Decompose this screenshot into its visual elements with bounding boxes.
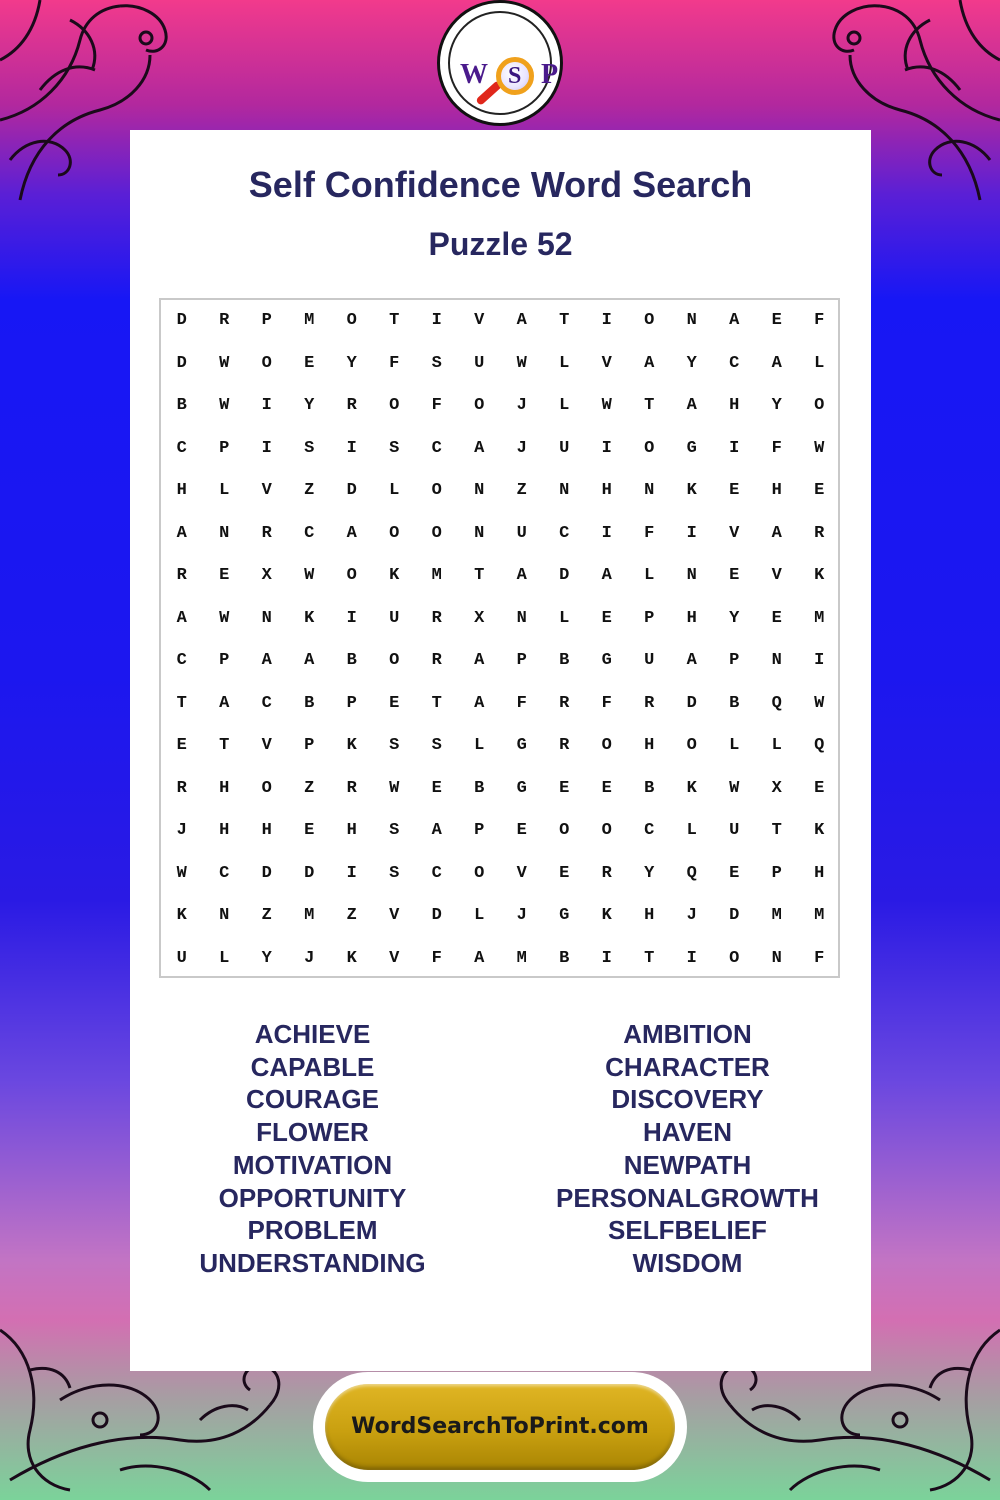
grid-cell[interactable]: K [346, 948, 357, 968]
grid-cell[interactable]: P [771, 863, 782, 883]
grid-cell[interactable]: H [346, 821, 357, 840]
grid-cell[interactable]: D [346, 481, 357, 500]
grid-cell[interactable]: R [346, 778, 357, 798]
grid-cell[interactable]: L [771, 736, 782, 755]
footer-badge [313, 1372, 687, 1482]
grid-cell[interactable]: A [474, 693, 485, 713]
grid-cell[interactable]: O [346, 311, 357, 330]
grid-cell[interactable]: E [176, 736, 187, 755]
grid-cell[interactable]: Z [261, 906, 272, 925]
grid-cell[interactable]: E [601, 778, 612, 798]
grid-cell[interactable]: C [431, 438, 442, 458]
word-list-item: AMBITION [623, 1019, 752, 1049]
word-list-item: NEWPATH [623, 1149, 752, 1180]
grid-cell[interactable]: U [729, 821, 740, 840]
grid-cell[interactable]: S [431, 353, 442, 373]
grid-cell[interactable]: U [474, 353, 485, 373]
grid-cell[interactable]: T [176, 693, 187, 713]
grid-cell[interactable]: N [261, 608, 272, 628]
grid-cell[interactable]: X [474, 608, 485, 628]
grid-cell[interactable]: G [516, 778, 527, 798]
grid-cell[interactable]: B [729, 693, 740, 713]
grid-cell[interactable]: C [304, 523, 315, 543]
grid-cell[interactable]: E [814, 481, 825, 500]
word-list-item: WISDOM [632, 1247, 743, 1278]
grid-cell[interactable]: M [814, 608, 825, 628]
grid-cell[interactable]: J [516, 438, 527, 458]
grid-cell[interactable]: O [601, 736, 612, 755]
grid-cell[interactable]: E [729, 863, 740, 883]
grid-cell[interactable]: I [686, 948, 697, 968]
grid-cell[interactable]: Q [814, 736, 825, 755]
grid-cell[interactable]: P [644, 608, 655, 628]
grid-cell[interactable]: F [431, 396, 442, 415]
grid-cell[interactable]: K [389, 566, 400, 585]
grid-cell[interactable]: N [474, 523, 485, 543]
grid-cell[interactable]: G [559, 906, 570, 925]
grid-cell[interactable]: R [559, 693, 570, 713]
wsp-logo [437, 0, 563, 126]
grid-cell[interactable]: O [686, 736, 697, 755]
grid-cell[interactable]: A [176, 523, 187, 543]
grid-cell[interactable]: R [346, 396, 357, 415]
grid-cell[interactable]: H [644, 906, 655, 925]
grid-cell[interactable]: Z [304, 481, 315, 500]
grid-cell[interactable]: W [729, 778, 740, 798]
grid-cell[interactable]: A [771, 523, 782, 543]
word-list-item: DISCOVERY [611, 1084, 764, 1115]
grid-cell[interactable]: A [474, 438, 485, 458]
grid-cell[interactable]: F [644, 523, 655, 543]
grid-cell[interactable]: A [474, 948, 485, 968]
grid-cell[interactable]: I [346, 438, 357, 458]
grid-cell[interactable]: R [559, 736, 570, 755]
grid-cell[interactable]: V [261, 481, 272, 500]
grid-cell[interactable]: H [176, 481, 187, 500]
grid-cell[interactable]: L [729, 736, 740, 755]
grid-cell[interactable]: D [176, 353, 187, 373]
grid-cell[interactable]: W [219, 608, 230, 628]
grid-cell[interactable]: I [346, 608, 357, 628]
grid-cell[interactable]: Y [261, 948, 272, 968]
grid-cell[interactable]: D [431, 906, 442, 925]
grid-cell[interactable]: H [644, 736, 655, 755]
grid-cell[interactable]: N [559, 481, 570, 500]
grid-cell[interactable]: M [304, 906, 315, 925]
grid-cell[interactable]: B [304, 693, 315, 713]
grid-cell[interactable]: P [219, 651, 230, 670]
grid-cell[interactable]: H [261, 821, 272, 840]
grid-cell[interactable]: H [686, 608, 697, 628]
grid-cell[interactable]: H [729, 396, 740, 415]
grid-cell[interactable]: E [219, 566, 230, 585]
word-list-item: ACHIEVE [254, 1019, 371, 1049]
grid-cell[interactable]: W [219, 396, 230, 415]
grid-cell[interactable]: J [176, 821, 187, 840]
grid-cell[interactable]: J [304, 948, 315, 968]
website-link[interactable]: WordSearchToPrint.com [325, 1384, 675, 1470]
grid-cell[interactable]: W [516, 353, 527, 373]
logo-ring [448, 11, 559, 115]
grid-cell[interactable]: T [389, 311, 400, 330]
grid-cell[interactable]: K [686, 481, 697, 500]
grid-cell[interactable]: M [304, 311, 315, 330]
grid-cell[interactable]: C [176, 651, 187, 670]
grid-cell[interactable]: I [601, 438, 612, 458]
grid-cell[interactable]: R [176, 778, 187, 798]
grid-cell[interactable]: D [176, 311, 187, 330]
grid-cell[interactable]: P [346, 693, 357, 713]
grid-cell[interactable]: A [644, 353, 655, 373]
grid-cell[interactable]: W [304, 566, 315, 585]
grid-cell[interactable]: V [389, 906, 400, 925]
grid-cell[interactable]: O [729, 948, 740, 968]
grid-cell[interactable]: V [771, 566, 782, 585]
grid-cell[interactable]: O [431, 523, 442, 543]
grid-cell[interactable]: A [601, 566, 612, 585]
grid-cell[interactable]: A [771, 353, 782, 373]
grid-cell[interactable]: R [601, 863, 612, 883]
grid-cell[interactable]: P [729, 651, 740, 670]
grid-cell[interactable]: O [601, 821, 612, 840]
grid-cell[interactable]: O [389, 396, 400, 415]
grid-cell[interactable]: E [304, 821, 315, 840]
grid-cell[interactable]: Z [346, 906, 357, 925]
grid-cell[interactable]: I [261, 438, 272, 458]
grid-cell[interactable]: O [814, 396, 825, 415]
grid-cell[interactable]: U [559, 438, 570, 458]
grid-cell[interactable]: W [601, 396, 612, 415]
grid-cell[interactable]: D [729, 906, 740, 925]
grid-cell[interactable]: S [389, 863, 400, 883]
grid-cell[interactable]: M [814, 906, 825, 925]
grid-cell[interactable]: X [261, 566, 272, 585]
grid-cell[interactable]: L [559, 353, 570, 373]
grid-cell[interactable]: A [474, 651, 485, 670]
grid-cell[interactable]: K [346, 736, 357, 755]
grid-cell[interactable]: O [389, 651, 400, 670]
grid-cell[interactable]: A [516, 566, 527, 585]
grid-cell[interactable]: F [389, 353, 400, 373]
grid-cell[interactable]: O [474, 863, 485, 883]
grid-cell[interactable]: G [686, 438, 697, 458]
grid-cell[interactable]: J [516, 396, 527, 415]
grid-cell[interactable]: A [729, 311, 740, 330]
grid-cell[interactable]: V [516, 863, 527, 883]
grid-cell[interactable]: W [814, 438, 825, 458]
grid-cell[interactable]: N [771, 948, 782, 968]
grid-cell[interactable]: B [346, 651, 357, 670]
grid-cell[interactable]: T [431, 693, 442, 713]
grid-cell[interactable]: C [644, 821, 655, 840]
grid-cell[interactable]: H [219, 778, 230, 798]
page-title: Self Confidence Word Search [248, 164, 753, 205]
grid-cell[interactable]: O [559, 821, 570, 840]
grid-cell[interactable]: P [261, 311, 272, 330]
grid-cell[interactable]: T [559, 311, 570, 330]
letter-grid [159, 298, 840, 978]
grid-cell[interactable]: K [814, 566, 825, 585]
word-list-item: SELFBELIEF [608, 1215, 767, 1246]
grid-cell[interactable]: A [431, 821, 442, 840]
word-list-item: COURAGE [246, 1084, 379, 1115]
grid-cell[interactable]: N [219, 906, 230, 925]
grid-cell[interactable]: T [219, 736, 230, 755]
word-list-item: UNDERSTANDING [199, 1247, 426, 1278]
grid-cell[interactable]: Y [771, 396, 782, 415]
grid-cell[interactable]: H [219, 821, 230, 840]
grid-cell[interactable]: A [516, 311, 527, 330]
grid-cell[interactable]: L [559, 608, 570, 628]
grid-cell[interactable]: L [686, 821, 697, 840]
grid-cell[interactable]: S [304, 438, 315, 458]
word-list-item: CAPABLE [250, 1051, 375, 1082]
grid-cell[interactable]: K [814, 821, 825, 840]
puzzle-panel [130, 130, 871, 1371]
grid-cell[interactable]: E [389, 693, 400, 713]
word-list-right [530, 1018, 845, 1280]
grid-cell[interactable]: V [601, 353, 612, 373]
grid-cell[interactable]: A [686, 651, 697, 670]
grid-cell[interactable]: R [261, 523, 272, 543]
grid-cell[interactable]: M [516, 948, 527, 968]
grid-cell[interactable]: P [474, 821, 485, 840]
grid-cell[interactable]: W [219, 353, 230, 373]
grid-cell[interactable]: Y [729, 608, 740, 628]
grid-cell[interactable]: O [431, 481, 442, 500]
grid-cell[interactable]: K [176, 906, 187, 925]
grid-cell[interactable]: F [771, 438, 782, 458]
grid-cell[interactable]: D [304, 863, 315, 883]
grid-cell[interactable]: Z [304, 778, 315, 798]
grid-cell[interactable]: N [474, 481, 485, 500]
grid-cell[interactable]: R [176, 566, 187, 585]
grid-cell[interactable]: A [176, 608, 187, 628]
grid-cell[interactable]: G [516, 736, 527, 755]
grid-cell[interactable]: O [644, 438, 655, 458]
grid-cell[interactable]: E [431, 778, 442, 798]
grid-cell[interactable]: D [261, 863, 272, 883]
grid-cell[interactable]: Y [644, 863, 655, 883]
grid-cell[interactable]: S [431, 736, 442, 755]
grid-cell[interactable]: E [771, 608, 782, 628]
grid-cell[interactable]: Y [346, 353, 357, 373]
grid-cell[interactable]: H [601, 481, 612, 500]
grid-cell[interactable]: F [516, 693, 527, 713]
grid-cell[interactable]: X [771, 778, 782, 798]
magnifier-icon [496, 57, 534, 95]
word-list-item: FLOWER [256, 1117, 369, 1148]
grid-cell[interactable]: C [729, 353, 740, 373]
grid-cell[interactable]: V [261, 736, 272, 755]
grid-cell[interactable]: K [686, 778, 697, 798]
grid-cell[interactable]: E [814, 778, 825, 798]
grid-cell[interactable]: C [559, 523, 570, 543]
grid-cell[interactable]: T [644, 396, 655, 415]
grid-cell[interactable]: E [601, 608, 612, 628]
grid-cell[interactable]: E [771, 311, 782, 330]
grid-cell[interactable]: N [644, 481, 655, 500]
grid-cell[interactable]: P [304, 736, 315, 755]
grid-cell[interactable]: L [474, 736, 485, 755]
puzzle-number: Puzzle 52 [428, 226, 573, 262]
grid-cell[interactable]: Y [686, 353, 697, 373]
grid-cell[interactable]: Z [516, 481, 527, 500]
grid-cell[interactable]: U [176, 948, 187, 968]
grid-cell[interactable]: W [176, 863, 187, 883]
grid-cell[interactable]: C [176, 438, 187, 458]
grid-cell[interactable]: A [346, 523, 357, 543]
grid-cell[interactable]: N [686, 566, 697, 585]
grid-cell[interactable]: B [644, 778, 655, 798]
grid-cell[interactable]: C [219, 863, 230, 883]
grid-cell[interactable]: N [516, 608, 527, 628]
word-list-item: PROBLEM [247, 1215, 378, 1246]
grid-cell[interactable]: K [304, 608, 315, 628]
grid-cell[interactable]: W [389, 778, 400, 798]
grid-cell[interactable]: F [601, 693, 612, 713]
grid-cell[interactable]: O [389, 523, 400, 543]
word-list-item: HAVEN [642, 1117, 733, 1148]
grid-cell[interactable]: I [601, 311, 612, 330]
grid-cell[interactable]: R [431, 608, 442, 628]
grid-cell[interactable]: S [389, 438, 400, 458]
grid-cell[interactable]: H [771, 481, 782, 500]
grid-cell[interactable]: C [261, 693, 272, 713]
grid-cell[interactable]: L [389, 481, 400, 500]
grid-cell[interactable]: E [559, 863, 570, 883]
grid-cell[interactable]: U [389, 608, 400, 628]
grid-cell[interactable]: V [389, 948, 400, 968]
grid-cell[interactable]: E [559, 778, 570, 798]
grid-cell[interactable]: C [431, 863, 442, 883]
grid-cell[interactable]: R [644, 693, 655, 713]
word-list-item: PERSONALGROWTH [556, 1182, 819, 1213]
grid-cell[interactable]: S [389, 736, 400, 755]
grid-cell[interactable]: M [431, 566, 442, 585]
grid-cell[interactable]: I [814, 651, 825, 670]
grid-cell[interactable]: L [814, 353, 825, 373]
grid-cell[interactable]: Q [771, 693, 782, 713]
grid-cell[interactable]: F [814, 948, 825, 968]
grid-cell[interactable]: B [474, 778, 485, 798]
grid-cell[interactable]: P [219, 438, 230, 458]
logo-letter-p: P [541, 59, 559, 90]
grid-cell[interactable]: L [219, 481, 230, 500]
grid-cell[interactable]: A [261, 651, 272, 670]
grid-cell[interactable]: E [304, 353, 315, 373]
grid-cell[interactable]: E [516, 821, 527, 840]
grid-cell[interactable]: O [474, 396, 485, 415]
grid-cell[interactable]: U [644, 651, 655, 670]
grid-cell[interactable]: T [644, 948, 655, 968]
grid-cell[interactable]: N [686, 311, 697, 330]
grid-cell[interactable]: S [389, 821, 400, 840]
grid-cell[interactable]: D [686, 693, 697, 713]
grid-cell[interactable]: U [516, 523, 527, 543]
grid-cell[interactable]: J [516, 906, 527, 925]
grid-cell[interactable]: G [601, 651, 612, 670]
grid-cell[interactable]: A [304, 651, 315, 670]
grid-cell[interactable]: L [559, 396, 570, 415]
word-list-item: CHARACTER [605, 1051, 770, 1082]
grid-cell[interactable]: B [559, 948, 570, 968]
grid-cell[interactable]: T [474, 566, 485, 585]
grid-cell[interactable]: Y [304, 396, 315, 415]
grid-cell[interactable]: O [346, 566, 357, 585]
grid-cell[interactable]: Q [686, 863, 697, 883]
grid-cell[interactable]: P [516, 651, 527, 670]
grid-cell[interactable]: J [686, 906, 697, 925]
grid-cell[interactable]: N [219, 523, 230, 543]
grid-cell[interactable]: R [431, 651, 442, 670]
word-list-item: MOTIVATION [232, 1149, 393, 1180]
grid-cell[interactable]: I [261, 396, 272, 415]
grid-cell[interactable]: R [814, 523, 825, 543]
grid-cell[interactable]: R [219, 311, 230, 330]
grid-cell[interactable]: A [219, 693, 230, 713]
grid-cell[interactable]: L [644, 566, 655, 585]
grid-cell[interactable]: I [601, 523, 612, 543]
logo-letter-s: S [508, 63, 522, 89]
grid-cell[interactable]: O [644, 311, 655, 330]
grid-cell[interactable]: A [686, 396, 697, 415]
grid-cell[interactable]: V [474, 311, 485, 330]
word-list-left [170, 1018, 455, 1280]
grid-cell[interactable]: F [814, 311, 825, 330]
grid-cell[interactable]: K [601, 906, 612, 925]
grid-cell[interactable]: B [559, 651, 570, 670]
grid-cell[interactable]: E [729, 481, 740, 500]
grid-cell[interactable]: T [771, 821, 782, 840]
grid-cell[interactable]: L [474, 906, 485, 925]
grid-cell[interactable]: O [261, 778, 272, 798]
grid-cell[interactable]: O [261, 353, 272, 373]
grid-cell[interactable]: I [686, 523, 697, 543]
grid-cell[interactable]: I [431, 311, 442, 330]
grid-cell[interactable]: V [729, 523, 740, 543]
grid-cell[interactable]: N [771, 651, 782, 670]
grid-cell[interactable]: L [219, 948, 230, 968]
grid-cell[interactable]: B [176, 396, 187, 415]
word-list-item: OPPORTUNITY [218, 1182, 407, 1213]
grid-cell[interactable]: D [559, 566, 570, 585]
grid-cell[interactable]: I [346, 863, 357, 883]
grid-cell[interactable]: F [431, 948, 442, 968]
grid-cell[interactable]: W [814, 693, 825, 713]
grid-cell[interactable]: I [729, 438, 740, 458]
grid-cell[interactable]: I [601, 948, 612, 968]
grid-cell[interactable]: M [771, 906, 782, 925]
grid-cell[interactable]: E [729, 566, 740, 585]
grid-cell[interactable]: H [814, 863, 825, 883]
logo-letter-w: W [460, 59, 488, 90]
